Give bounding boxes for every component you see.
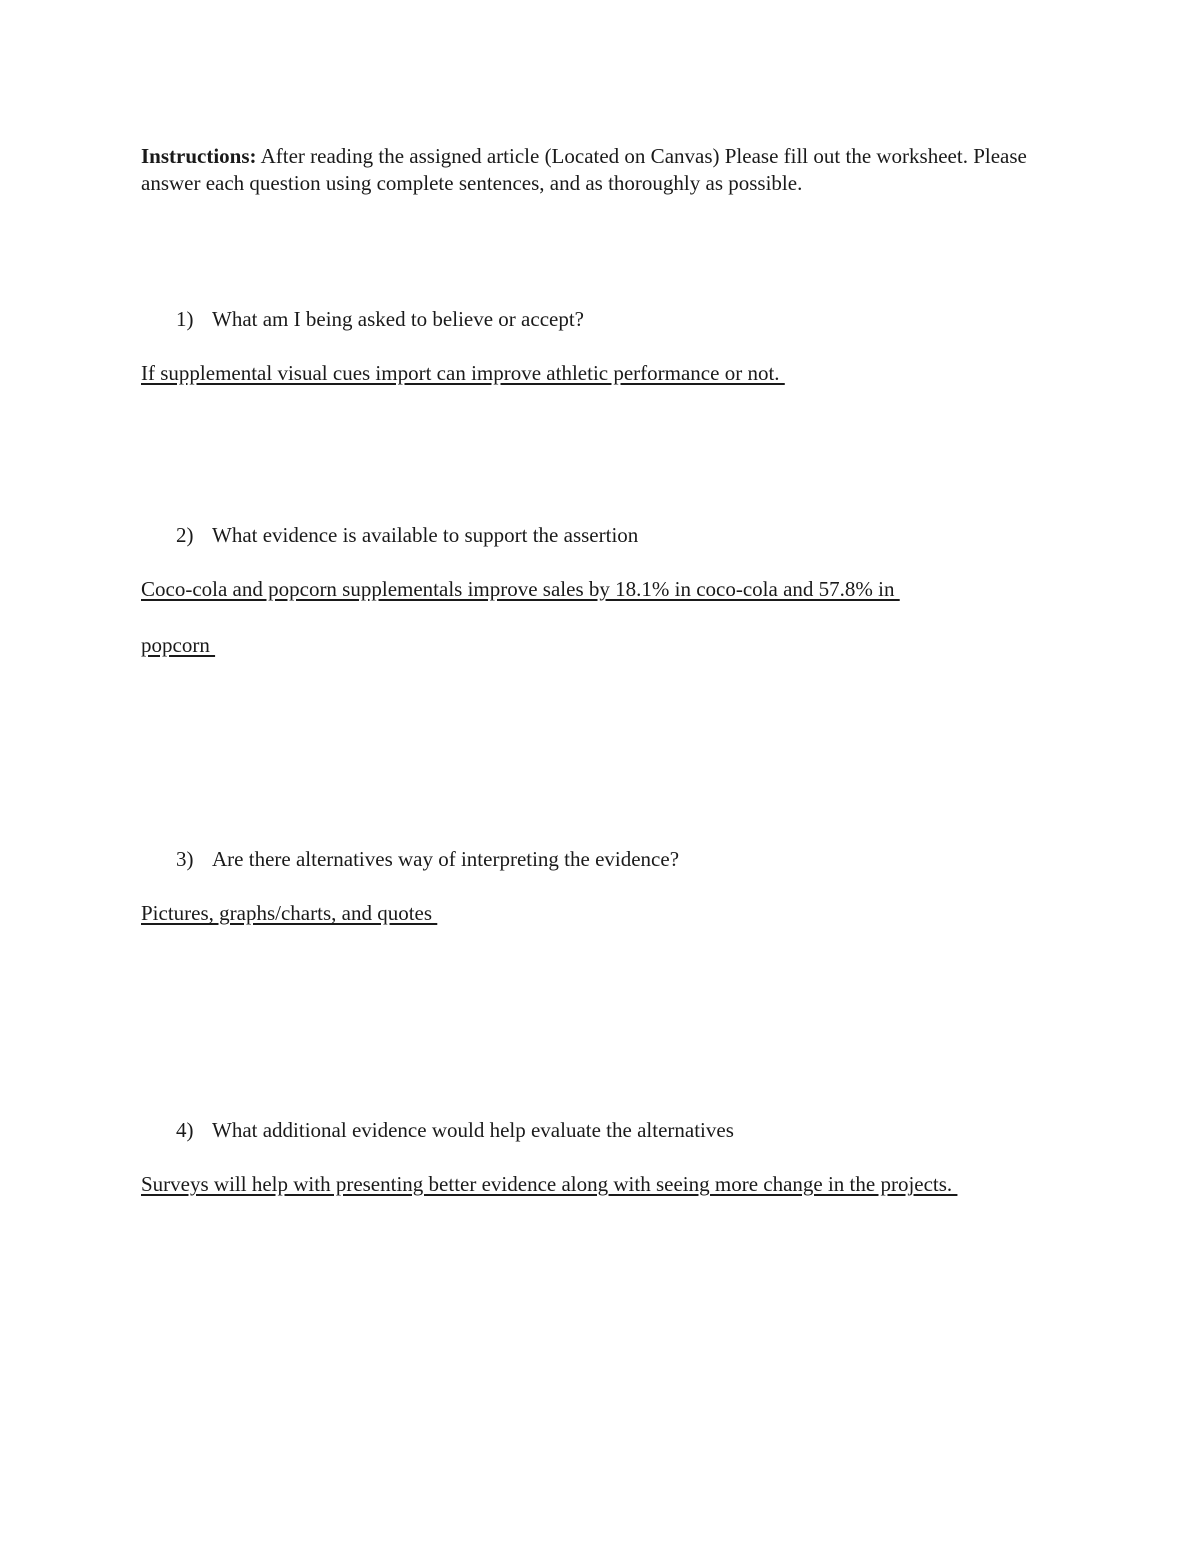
question-text: What additional evidence would help evaluate the alternatives — [212, 1118, 734, 1142]
answer-1-line-1: If supplemental visual cues import can improve athletic performance or not. — [141, 361, 785, 385]
instructions-paragraph — [141, 143, 1076, 197]
question-number: 2) — [176, 523, 194, 547]
answer-2-line-1: Coco-cola and popcorn supplementals improve sales by 18.1% in coco-cola and 57.8% in — [141, 577, 900, 601]
answer-3-line-1: Pictures, graphs/charts, and quotes — [141, 901, 438, 925]
question-text: What am I being asked to believe or accept? — [212, 307, 584, 331]
question-4 — [176, 1117, 734, 1144]
answer-2-line-2: popcorn — [141, 633, 216, 657]
question-3 — [176, 846, 679, 873]
instructions-label: Instructions: — [141, 144, 257, 168]
question-text: Are there alternatives way of interpreting the evidence? — [212, 847, 680, 871]
question-number: 1) — [176, 307, 194, 331]
question-number: 4) — [176, 1118, 194, 1142]
question-2 — [176, 522, 638, 549]
instructions-text: After reading the assigned article (Located on Canvas) Please fill out the worksheet. Please answer each question using complete sentences, and as thoroughly as possible. — [141, 144, 1027, 195]
question-number: 3) — [176, 847, 194, 871]
question-1 — [176, 306, 584, 333]
question-text: What evidence is available to support the assertion — [212, 523, 639, 547]
answer-4-line-1: Surveys will help with presenting better evidence along with seeing more change in the projects. — [141, 1172, 958, 1196]
